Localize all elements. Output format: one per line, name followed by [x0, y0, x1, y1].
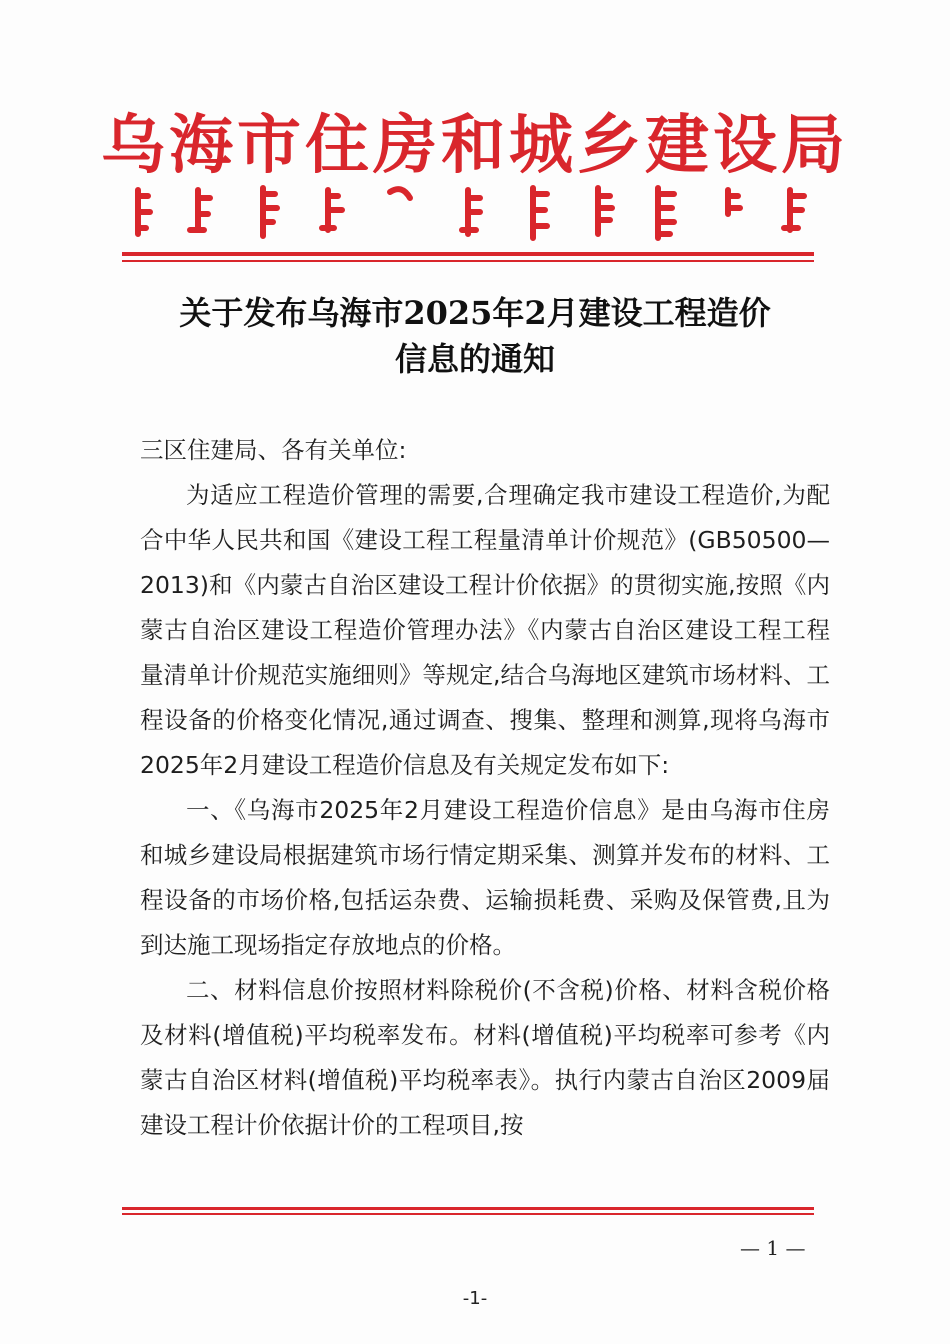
- footer-rule-thick: [122, 1207, 814, 1210]
- letterhead-rule-thin: [122, 260, 814, 262]
- notice-body: [140, 428, 830, 1148]
- notice-title-line-1: 关于发布乌海市2025年2月建设工程造价: [179, 294, 771, 332]
- salutation: 三区住建局、各有关单位:: [140, 436, 407, 464]
- body-paragraph-1: 为适应工程造价管理的需要,合理确定我市建设工程造价,为配合中华人民共和国《建设工程工程量清单计价规范》(GB50500—2013)和《内蒙古自治区建设工程计价依据》的贯彻实施,按照《内蒙古自治区建设工程造价管理办法》《内蒙古自治区建设工程工程量清单计价规范实施细则》等规定,结合乌海地区建筑市场材料、工程设备的价格变化情况,通过调查、搜集、整理和测算,现将乌海市2025年2月建设工程造价信息及有关规定发布如下:: [140, 481, 830, 779]
- notice-title-line-2: 信息的通知: [394, 340, 555, 378]
- letterhead-rule-thick: [122, 252, 814, 256]
- letterhead-mongolian-script: [128, 182, 828, 242]
- page-marker: — 1 —: [740, 1236, 806, 1260]
- body-paragraph-3: 二、材料信息价按照材料除税价(不含税)价格、材料含税价格及材料(增值税)平均税率发布。材料(增值税)平均税率可参考《内蒙古自治区材料(增值税)平均税率表》。执行内蒙古自治区2009届建设工程计价依据计价的工程项目,按: [140, 976, 830, 1139]
- letterhead-agency-name: 乌海市住房和城乡建设局: [101, 109, 849, 183]
- notice-title: [120, 290, 830, 382]
- body-paragraph-2: 一、《乌海市2025年2月建设工程造价信息》是由乌海市住房和城乡建设局根据建筑市场行情定期采集、测算并发布的材料、工程设备的市场价格,包括运杂费、运输损耗费、采购及保管费,且为到达施工现场指定存放地点的价格。: [140, 796, 830, 959]
- page-number: -1-: [462, 1288, 488, 1309]
- footer-rule-thin: [122, 1213, 814, 1215]
